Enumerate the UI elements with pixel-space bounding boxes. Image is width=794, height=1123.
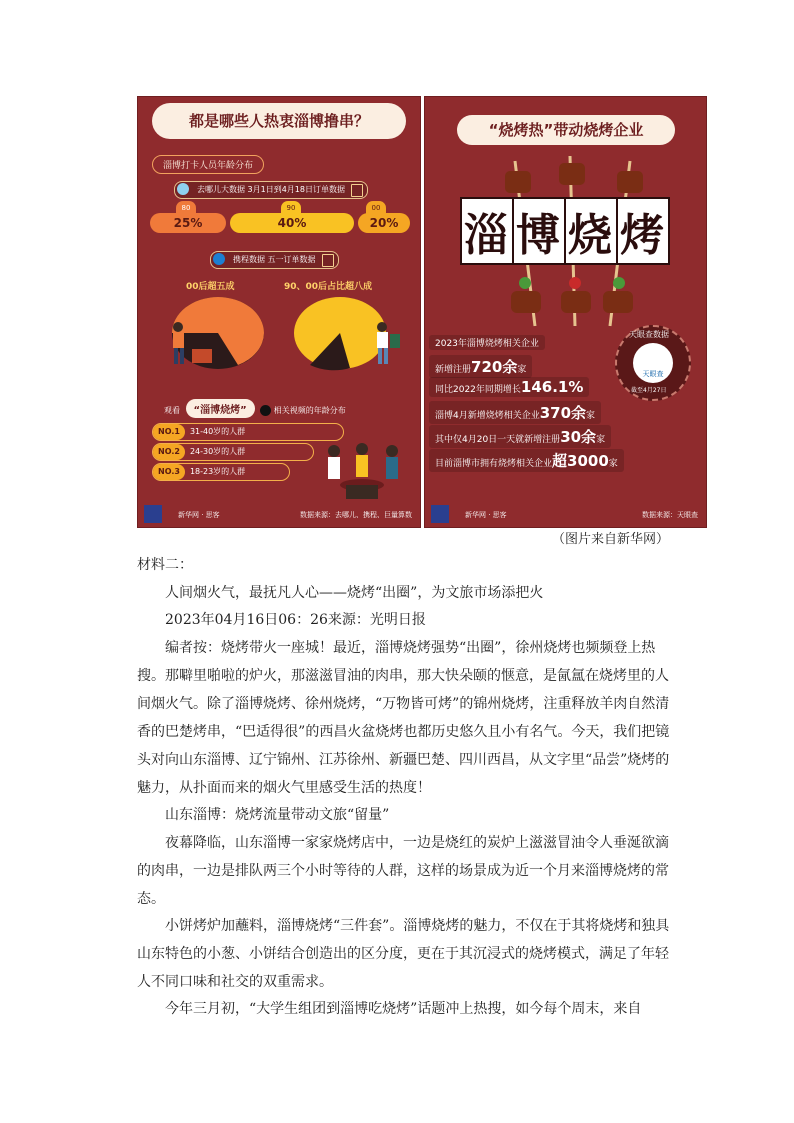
age-tag-80: 80 (176, 201, 196, 215)
stat-text: 其中仅4月20日一天就新增注册 (435, 435, 561, 445)
stat-text: 新增注册 (435, 365, 472, 375)
stat-text: 同比2022年同期增长 (435, 385, 521, 395)
stat-number: 30余 (560, 428, 597, 446)
age-bar-90: 40% (230, 213, 354, 233)
rank-label: 31-40岁的人群 (189, 427, 246, 436)
age-bar-00: 20% (358, 213, 410, 233)
material-label: 材料二： (137, 557, 193, 573)
age-tag-90: 90 (281, 201, 301, 215)
stat-number: 146.1% (520, 378, 584, 396)
tiktok-icon (260, 405, 271, 416)
watch-prefix: 观看 (164, 406, 180, 415)
rank-label: 18-23岁的人群 (189, 467, 246, 476)
poster-title: “烧烤热”带动烧烤企业 (457, 115, 675, 145)
stat-unit: 家 (517, 365, 527, 375)
xinhua-logo-icon (431, 505, 449, 523)
big-title-char: 博 (512, 197, 566, 265)
rank-item (152, 443, 314, 461)
traveler-illustration-icon (360, 319, 410, 369)
stat-line (429, 355, 532, 378)
stat-number: 720余 (471, 358, 518, 376)
age-bar-80: 25% (150, 213, 226, 233)
watch-suffix: 相关视频的年龄分布 (273, 406, 346, 415)
rank-item (152, 463, 290, 481)
stat-unit: 家 (608, 459, 618, 469)
infographic-age-distribution (137, 96, 421, 528)
stat-line (429, 377, 589, 397)
source-row-qunar (174, 181, 368, 199)
section-label: 淄博打卡人员年龄分布 (152, 155, 264, 174)
hiker-illustration-icon (158, 319, 218, 369)
stat-line (429, 335, 545, 350)
big-title-char: 烤 (616, 197, 670, 265)
badge-bottom-text: 截至4月27日 (631, 387, 667, 394)
badge-top-text: 天眼查数据 (629, 330, 669, 339)
bbq-friends-illustration-icon (316, 441, 412, 507)
pie-label-90-00: 90、00后占比超八成 (284, 282, 373, 292)
watch-heading (164, 399, 346, 418)
xinhua-logo-icon (144, 505, 162, 523)
poster-footer (425, 501, 706, 527)
document-icon (351, 184, 363, 197)
watch-topic: “淄博烧烤” (186, 399, 255, 418)
stat-unit: 家 (596, 435, 606, 445)
big-title-char: 烧 (564, 197, 618, 265)
poster-title: 都是哪些人热衷淄博撸串？ (152, 103, 406, 139)
rank-tag: NO.1 (153, 424, 185, 440)
stat-number: 超3000 (552, 452, 609, 470)
pie-label-00: 00后超五成 (186, 282, 235, 292)
footer-source: 数据来源：去哪儿、携程、巨量算数 (300, 511, 412, 519)
article-paragraph: 夜幕降临，山东淄博一家家烧烤店中，一边是烧红的炭炉上滋滋冒油令人垂涎欲滴的肉串，一边是排队两三个小时等待的人群，这样的场景成为近一个月来淄博烧烤的常态。 (137, 835, 669, 907)
article-headline: 人间烟火气，最抚凡人心——烧烤“出圈”，为文旅市场添把火 (165, 585, 544, 601)
rank-label: 24-30岁的人群 (189, 447, 246, 456)
stat-line (429, 401, 601, 424)
poster-footer (138, 501, 420, 527)
article-paragraph: 今年三月初，“大学生组团到淄博吃烧烤”话题冲上热搜，如今每个周末，来自 (165, 1001, 642, 1017)
document-icon (322, 254, 334, 267)
big-title (445, 197, 685, 265)
source-text: 携程数据 五一订单数据 (233, 255, 316, 264)
stat-number: 370余 (539, 404, 587, 422)
footer-source: 数据来源：天眼查 (642, 511, 698, 519)
tianyancha-badge (615, 325, 691, 401)
stat-line (429, 425, 611, 448)
stat-text: 2023年淄博烧烤相关企业 (435, 339, 539, 349)
big-title-char: 淄 (460, 197, 514, 265)
source-text: 去哪儿大数据 3月1日到4月18日订单数据 (197, 185, 345, 194)
ctrip-logo-icon (213, 253, 225, 265)
rank-item (152, 423, 344, 441)
rank-tag: NO.2 (153, 444, 185, 460)
stat-unit: 家 (586, 411, 596, 421)
article-paragraph: 小饼烤炉加蘸料，淄博烧烤“三件套”。淄博烧烤的魅力，不仅在于其将烧烤和独具山东特色的小葱、小饼结合创造出的区分度，更在于其沉浸式的烧烤模式，满足了年轻人不同口味和社交的双重需求。 (137, 918, 670, 990)
editor-note-paragraph: 编者按：烧烤带火一座城！最近，淄博烧烤强势“出圈”，徐州烧烤也频频登上热搜。那噼里啪啦的炉火，那滋滋冒油的肉串，那大快朵颐的惬意，是氤氲在烧烤里的人间烟火气。除了淄博烧烤、徐州烧烤，“万物皆可烤”的锦州烧烤，注重释放羊肉自然清香的巴楚烤串，“巴适得很”的西昌火盆烧烤也都历史悠久且小有名气。今天，我们把镜头对向山东淄博、辽宁锦州、江苏徐州、新疆巴楚、四川西昌，从文字里“品尝”烧烤的魅力，从扑面而来的烟火气里感受生活的热度！ (137, 640, 670, 796)
badge-logo-text: 天眼查 (642, 370, 664, 378)
source-row-ctrip (210, 251, 339, 269)
rank-tag: NO.3 (153, 464, 185, 480)
tianyancha-logo-icon (633, 343, 673, 383)
article-dateline: 2023年04月16日06：26来源：光明日报 (165, 612, 426, 628)
image-caption: （图片来自新华网） (552, 532, 670, 547)
stat-text: 目前淄博市拥有烧烤相关企业 (435, 459, 553, 469)
footer-brand: 新华网 · 思客 (465, 511, 507, 519)
stat-text: 淄博4月新增烧烤相关企业 (435, 411, 540, 421)
age-tag-00: 00 (366, 201, 386, 215)
section-heading: 山东淄博：烧烤流量带动文旅“留量” (165, 807, 390, 823)
stat-line (429, 449, 624, 472)
infographic-bbq-enterprises (424, 96, 707, 528)
footer-brand: 新华网 · 思客 (178, 511, 220, 519)
camel-logo-icon (177, 183, 189, 195)
